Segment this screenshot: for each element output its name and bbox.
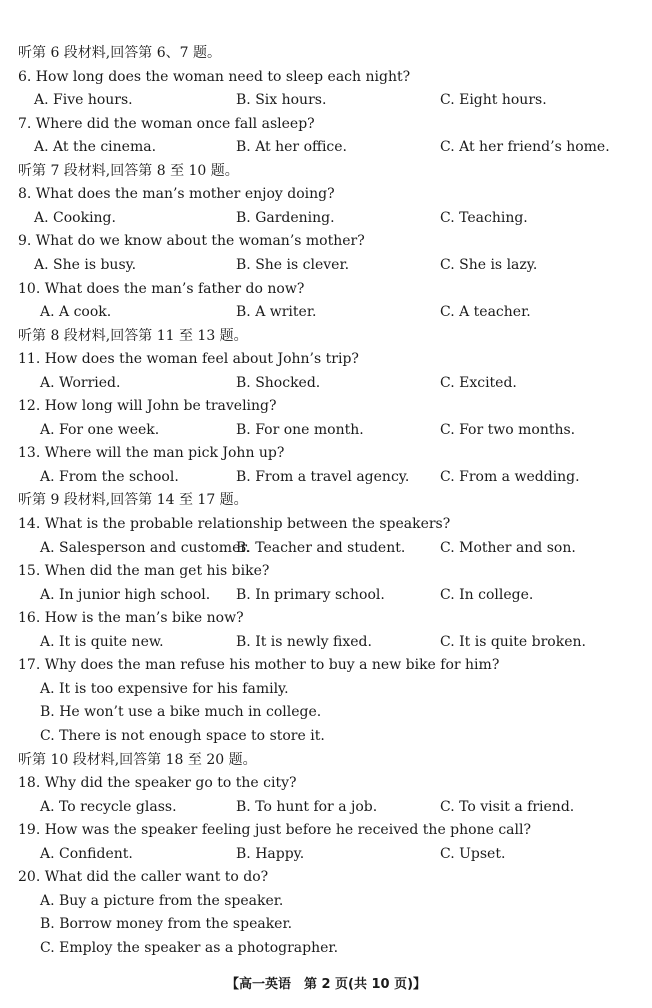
question-text: 18. Why did the speaker go to the city?	[18, 775, 297, 792]
option-a: A. To recycle glass.	[40, 798, 177, 815]
option-c: C. Teaching.	[440, 209, 528, 226]
option-b: B. A writer.	[236, 304, 317, 321]
option-c: C. Excited.	[440, 374, 517, 391]
question-text: 15. When did the man get his bike?	[18, 563, 270, 580]
option-a: A. A cook.	[40, 304, 112, 321]
question-text: 10. What does the man’s father do now?	[18, 280, 305, 297]
question-text: 11. How does the woman feel about John’s trip?	[18, 351, 359, 368]
option-b: B. From a travel agency.	[236, 468, 410, 485]
question-text: 17. Why does the man refuse his mother to buy a new bike for him?	[18, 657, 500, 674]
option-text: C. There is not enough space to store it.	[40, 727, 325, 744]
section-heading: 听第 9 段材料,回答第 14 至 17 题。	[18, 492, 248, 509]
option-b: B. Happy.	[236, 845, 305, 862]
option-text: C. Employ the speaker as a photographer.	[40, 939, 339, 956]
option-a: A. Worried.	[40, 374, 121, 391]
option-b: B. To hunt for a job.	[236, 798, 378, 815]
option-b: B. For one month.	[236, 421, 364, 438]
option-c: C. Upset.	[440, 845, 506, 862]
option-b: B. Shocked.	[236, 374, 321, 391]
question-text: 14. What is the probable relationship between the speakers?	[18, 516, 451, 532]
question-text: 13. Where will the man pick John up?	[18, 445, 285, 462]
option-text: B. He won’t use a bike much in college.	[40, 704, 322, 721]
section-heading: 听第 10 段材料,回答第 18 至 20 题。	[18, 751, 257, 768]
option-c: C. At her friend’s home.	[440, 139, 610, 156]
option-c: C. She is lazy.	[440, 256, 538, 273]
option-text: A. Buy a picture from the speaker.	[40, 892, 284, 909]
option-b: B. At her office.	[236, 139, 348, 156]
question-text: 12. How long will John be traveling?	[18, 398, 277, 415]
question-text: 20. What did the caller want to do?	[18, 869, 269, 886]
section-heading: 听第 8 段材料,回答第 11 至 13 题。	[18, 327, 248, 344]
option-c: C. In college.	[440, 586, 534, 603]
option-text: A. It is too expensive for his family.	[40, 680, 289, 697]
option-c: C. Eight hours.	[440, 92, 547, 109]
question-text: 8. What does the man’s mother enjoy doing?	[18, 186, 335, 203]
option-a: A. At the cinema.	[34, 139, 157, 156]
option-a: A. In junior high school.	[40, 586, 211, 603]
option-c: C. Mother and son.	[440, 539, 576, 556]
option-a: A. Five hours.	[34, 92, 133, 109]
option-b: B. It is newly fixed.	[236, 633, 372, 650]
option-a: A. She is busy.	[34, 256, 137, 273]
option-a: A. Confident.	[40, 845, 133, 862]
option-a: A. From the school.	[40, 468, 179, 485]
option-b: B. Six hours.	[236, 92, 327, 109]
option-a: A. Salesperson and customer.	[40, 539, 250, 556]
question-text: 16. How is the man’s bike now?	[18, 610, 244, 627]
section-heading: 听第 6 段材料,回答第 6、7 题。	[18, 45, 221, 61]
option-b: B. She is clever.	[236, 256, 350, 273]
page-footer: 【高一英语 第 2 页(共 10 页)】	[225, 977, 427, 992]
option-b: B. Gardening.	[236, 209, 335, 226]
option-c: C. For two months.	[440, 421, 576, 438]
question-text: 7. Where did the woman once fall asleep?	[18, 115, 315, 132]
question-text: 9. What do we know about the woman’s mother?	[18, 233, 365, 250]
option-c: C. From a wedding.	[440, 468, 580, 485]
option-c: C. It is quite broken.	[440, 633, 586, 650]
option-a: A. Cooking.	[34, 209, 116, 226]
option-a: A. For one week.	[40, 421, 160, 438]
option-c: C. A teacher.	[440, 304, 531, 321]
option-a: A. It is quite new.	[40, 633, 164, 650]
question-text: 6. How long does the woman need to sleep each night?	[18, 68, 411, 85]
option-b: B. Teacher and student.	[236, 539, 406, 556]
option-text: B. Borrow money from the speaker.	[40, 916, 293, 933]
option-b: B. In primary school.	[236, 586, 385, 603]
option-c: C. To visit a friend.	[440, 798, 575, 815]
section-heading: 听第 7 段材料,回答第 8 至 10 题。	[18, 162, 239, 179]
question-text: 19. How was the speaker feeling just before he received the phone call?	[18, 822, 531, 839]
